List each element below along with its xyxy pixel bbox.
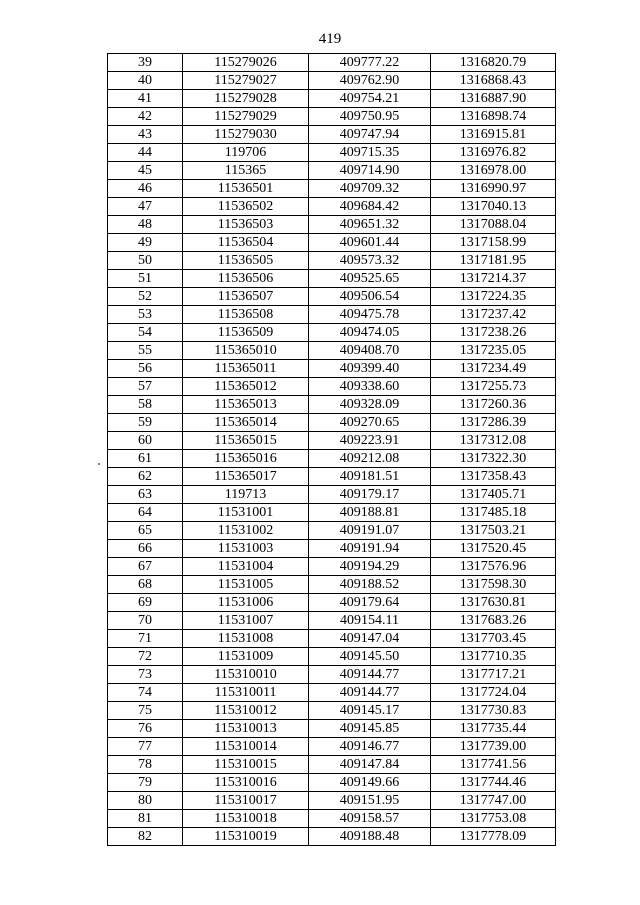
point-id-cell: 115310016 [183,774,309,792]
y-coordinate-cell: 1316990.97 [431,180,556,198]
point-id-cell: 11536507 [183,288,309,306]
row-number-cell: 78 [108,756,183,774]
row-number-cell: 61 [108,450,183,468]
table-row [108,324,556,342]
row-number-cell: 68 [108,576,183,594]
coordinates-table-body [108,54,556,846]
table-row [108,414,556,432]
point-id-cell: 11536509 [183,324,309,342]
y-coordinate-cell: 1317322.30 [431,450,556,468]
row-number-cell: 53 [108,306,183,324]
y-coordinate-cell: 1317598.30 [431,576,556,594]
table-row [108,774,556,792]
row-number-cell: 42 [108,108,183,126]
x-coordinate-cell: 409750.95 [309,108,431,126]
y-coordinate-cell: 1317717.21 [431,666,556,684]
x-coordinate-cell: 409223.91 [309,432,431,450]
table-row [108,594,556,612]
table-row [108,72,556,90]
x-coordinate-cell: 409754.21 [309,90,431,108]
y-coordinate-cell: 1316898.74 [431,108,556,126]
table-row [108,252,556,270]
table-row [108,504,556,522]
x-coordinate-cell: 409474.05 [309,324,431,342]
y-coordinate-cell: 1316868.43 [431,72,556,90]
point-id-cell: 11536503 [183,216,309,234]
row-number-cell: 48 [108,216,183,234]
row-number-cell: 72 [108,648,183,666]
row-number-cell: 71 [108,630,183,648]
row-number-cell: 82 [108,828,183,846]
y-coordinate-cell: 1317683.26 [431,612,556,630]
row-number-cell: 54 [108,324,183,342]
table-row [108,612,556,630]
point-id-cell: 119713 [183,486,309,504]
row-number-cell: 59 [108,414,183,432]
point-id-cell: 115310019 [183,828,309,846]
y-coordinate-cell: 1317255.73 [431,378,556,396]
row-number-cell: 64 [108,504,183,522]
row-number-cell: 39 [108,54,183,72]
point-id-cell: 115279026 [183,54,309,72]
row-number-cell: 75 [108,702,183,720]
table-row [108,360,556,378]
point-id-cell: 115310014 [183,738,309,756]
point-id-cell: 115365012 [183,378,309,396]
x-coordinate-cell: 409399.40 [309,360,431,378]
row-number-cell: 77 [108,738,183,756]
x-coordinate-cell: 409147.84 [309,756,431,774]
row-number-cell: 66 [108,540,183,558]
y-coordinate-cell: 1317237.42 [431,306,556,324]
row-number-cell: 51 [108,270,183,288]
x-coordinate-cell: 409506.54 [309,288,431,306]
table-row [108,522,556,540]
point-id-cell: 115279028 [183,90,309,108]
y-coordinate-cell: 1317158.99 [431,234,556,252]
table-row [108,486,556,504]
point-id-cell: 11536504 [183,234,309,252]
row-number-cell: 80 [108,792,183,810]
table-row [108,378,556,396]
x-coordinate-cell: 409144.77 [309,666,431,684]
x-coordinate-cell: 409191.94 [309,540,431,558]
point-id-cell: 115310017 [183,792,309,810]
table-row [108,630,556,648]
point-id-cell: 11531002 [183,522,309,540]
row-number-cell: 46 [108,180,183,198]
y-coordinate-cell: 1317730.83 [431,702,556,720]
x-coordinate-cell: 409573.32 [309,252,431,270]
table-row [108,792,556,810]
point-id-cell: 115365011 [183,360,309,378]
x-coordinate-cell: 409191.07 [309,522,431,540]
x-coordinate-cell: 409408.70 [309,342,431,360]
y-coordinate-cell: 1316915.81 [431,126,556,144]
point-id-cell: 119706 [183,144,309,162]
table-row [108,540,556,558]
coordinates-table [107,53,556,846]
table-row [108,702,556,720]
y-coordinate-cell: 1317405.71 [431,486,556,504]
row-number-cell: 41 [108,90,183,108]
y-coordinate-cell: 1317235.05 [431,342,556,360]
x-coordinate-cell: 409151.95 [309,792,431,810]
x-coordinate-cell: 409146.77 [309,738,431,756]
table-row [108,108,556,126]
point-id-cell: 115310015 [183,756,309,774]
row-number-cell: 43 [108,126,183,144]
x-coordinate-cell: 409714.90 [309,162,431,180]
point-id-cell: 115310018 [183,810,309,828]
y-coordinate-cell: 1317286.39 [431,414,556,432]
y-coordinate-cell: 1316978.00 [431,162,556,180]
row-number-cell: 45 [108,162,183,180]
x-coordinate-cell: 409747.94 [309,126,431,144]
y-coordinate-cell: 1316976.82 [431,144,556,162]
point-id-cell: 115365014 [183,414,309,432]
x-coordinate-cell: 409154.11 [309,612,431,630]
table-row [108,126,556,144]
x-coordinate-cell: 409179.64 [309,594,431,612]
table-row [108,684,556,702]
table-row [108,756,556,774]
x-coordinate-cell: 409181.51 [309,468,431,486]
row-number-cell: 65 [108,522,183,540]
table-row [108,432,556,450]
x-coordinate-cell: 409145.17 [309,702,431,720]
table-row [108,810,556,828]
y-coordinate-cell: 1317260.36 [431,396,556,414]
x-coordinate-cell: 409684.42 [309,198,431,216]
row-number-cell: 73 [108,666,183,684]
scan-speck [98,463,100,465]
point-id-cell: 11536502 [183,198,309,216]
table-row [108,648,556,666]
y-coordinate-cell: 1317238.26 [431,324,556,342]
point-id-cell: 115310010 [183,666,309,684]
x-coordinate-cell: 409145.85 [309,720,431,738]
point-id-cell: 11536501 [183,180,309,198]
x-coordinate-cell: 409777.22 [309,54,431,72]
row-number-cell: 55 [108,342,183,360]
point-id-cell: 115365017 [183,468,309,486]
y-coordinate-cell: 1317312.08 [431,432,556,450]
point-id-cell: 115310013 [183,720,309,738]
table-row [108,90,556,108]
table-row [108,54,556,72]
point-id-cell: 115310012 [183,702,309,720]
row-number-cell: 44 [108,144,183,162]
y-coordinate-cell: 1317485.18 [431,504,556,522]
x-coordinate-cell: 409212.08 [309,450,431,468]
row-number-cell: 67 [108,558,183,576]
point-id-cell: 11531005 [183,576,309,594]
row-number-cell: 56 [108,360,183,378]
point-id-cell: 115365013 [183,396,309,414]
y-coordinate-cell: 1317703.45 [431,630,556,648]
table-row [108,720,556,738]
table-row [108,162,556,180]
point-id-cell: 11536508 [183,306,309,324]
y-coordinate-cell: 1317181.95 [431,252,556,270]
row-number-cell: 49 [108,234,183,252]
point-id-cell: 11536505 [183,252,309,270]
point-id-cell: 11531007 [183,612,309,630]
x-coordinate-cell: 409762.90 [309,72,431,90]
point-id-cell: 115365 [183,162,309,180]
table-row [108,288,556,306]
point-id-cell: 115365015 [183,432,309,450]
row-number-cell: 74 [108,684,183,702]
x-coordinate-cell: 409651.32 [309,216,431,234]
point-id-cell: 11531004 [183,558,309,576]
x-coordinate-cell: 409525.65 [309,270,431,288]
table-row [108,342,556,360]
y-coordinate-cell: 1317576.96 [431,558,556,576]
point-id-cell: 115279027 [183,72,309,90]
point-id-cell: 11531009 [183,648,309,666]
x-coordinate-cell: 409147.04 [309,630,431,648]
row-number-cell: 52 [108,288,183,306]
x-coordinate-cell: 409188.48 [309,828,431,846]
y-coordinate-cell: 1317503.21 [431,522,556,540]
table-row [108,468,556,486]
y-coordinate-cell: 1317744.46 [431,774,556,792]
table-row [108,306,556,324]
page-number: 419 [318,31,342,47]
y-coordinate-cell: 1317778.09 [431,828,556,846]
table-row [108,450,556,468]
x-coordinate-cell: 409188.52 [309,576,431,594]
point-id-cell: 11531001 [183,504,309,522]
point-id-cell: 11531003 [183,540,309,558]
point-id-cell: 11536506 [183,270,309,288]
table-row [108,558,556,576]
x-coordinate-cell: 409145.50 [309,648,431,666]
table-row [108,198,556,216]
point-id-cell: 11531006 [183,594,309,612]
y-coordinate-cell: 1317724.04 [431,684,556,702]
x-coordinate-cell: 409158.57 [309,810,431,828]
point-id-cell: 115365016 [183,450,309,468]
row-number-cell: 58 [108,396,183,414]
y-coordinate-cell: 1316887.90 [431,90,556,108]
point-id-cell: 115310011 [183,684,309,702]
y-coordinate-cell: 1317040.13 [431,198,556,216]
x-coordinate-cell: 409188.81 [309,504,431,522]
y-coordinate-cell: 1317753.08 [431,810,556,828]
table-row [108,738,556,756]
x-coordinate-cell: 409338.60 [309,378,431,396]
point-id-cell: 115365010 [183,342,309,360]
y-coordinate-cell: 1317088.04 [431,216,556,234]
point-id-cell: 115279030 [183,126,309,144]
row-number-cell: 81 [108,810,183,828]
y-coordinate-cell: 1317214.37 [431,270,556,288]
y-coordinate-cell: 1317739.00 [431,738,556,756]
row-number-cell: 63 [108,486,183,504]
y-coordinate-cell: 1316820.79 [431,54,556,72]
table-row [108,576,556,594]
table-row [108,270,556,288]
table-row [108,396,556,414]
x-coordinate-cell: 409179.17 [309,486,431,504]
x-coordinate-cell: 409328.09 [309,396,431,414]
x-coordinate-cell: 409144.77 [309,684,431,702]
x-coordinate-cell: 409601.44 [309,234,431,252]
y-coordinate-cell: 1317224.35 [431,288,556,306]
y-coordinate-cell: 1317234.49 [431,360,556,378]
row-number-cell: 40 [108,72,183,90]
x-coordinate-cell: 409475.78 [309,306,431,324]
x-coordinate-cell: 409149.66 [309,774,431,792]
row-number-cell: 60 [108,432,183,450]
point-id-cell: 115279029 [183,108,309,126]
row-number-cell: 57 [108,378,183,396]
table-row [108,666,556,684]
y-coordinate-cell: 1317520.45 [431,540,556,558]
y-coordinate-cell: 1317741.56 [431,756,556,774]
table-row [108,180,556,198]
y-coordinate-cell: 1317747.00 [431,792,556,810]
table-row [108,828,556,846]
point-id-cell: 11531008 [183,630,309,648]
row-number-cell: 79 [108,774,183,792]
x-coordinate-cell: 409194.29 [309,558,431,576]
x-coordinate-cell: 409709.32 [309,180,431,198]
row-number-cell: 47 [108,198,183,216]
row-number-cell: 70 [108,612,183,630]
y-coordinate-cell: 1317735.44 [431,720,556,738]
row-number-cell: 76 [108,720,183,738]
y-coordinate-cell: 1317710.35 [431,648,556,666]
x-coordinate-cell: 409270.65 [309,414,431,432]
row-number-cell: 69 [108,594,183,612]
table-row [108,144,556,162]
row-number-cell: 62 [108,468,183,486]
table-row [108,234,556,252]
y-coordinate-cell: 1317358.43 [431,468,556,486]
y-coordinate-cell: 1317630.81 [431,594,556,612]
row-number-cell: 50 [108,252,183,270]
x-coordinate-cell: 409715.35 [309,144,431,162]
table-row [108,216,556,234]
